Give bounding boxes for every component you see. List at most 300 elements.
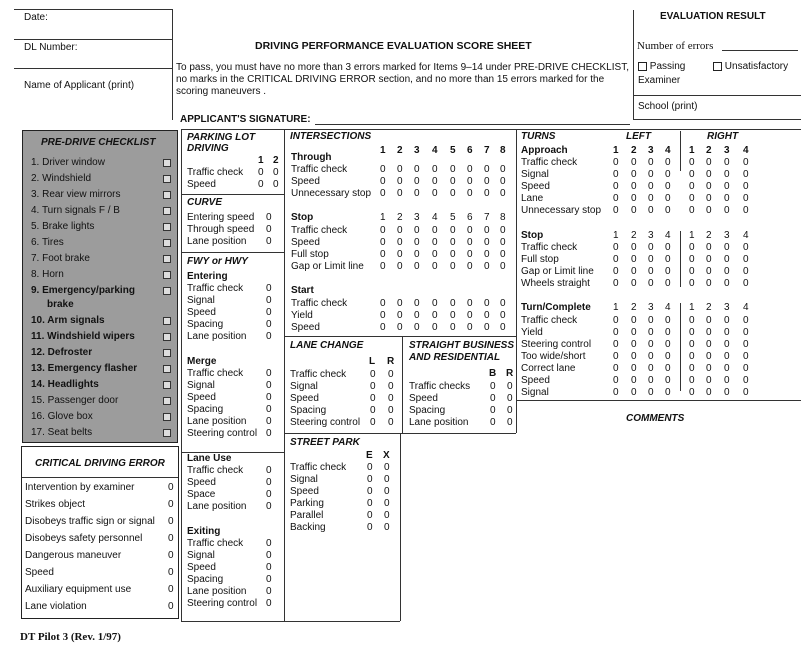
through-score[interactable]: 0: [380, 176, 386, 187]
turn-complete-score[interactable]: 0: [648, 375, 654, 386]
checklist-item[interactable]: 5. Brake lights: [31, 221, 94, 232]
straight-score[interactable]: 0: [507, 393, 513, 404]
street-park-score[interactable]: 0: [367, 498, 373, 509]
checklist-checkbox[interactable]: [163, 175, 171, 183]
int-stop-score[interactable]: 0: [414, 225, 420, 236]
checklist-checkbox[interactable]: [163, 223, 171, 231]
int-stop-score[interactable]: 0: [500, 249, 506, 260]
turn-stop-score[interactable]: 0: [648, 242, 654, 253]
approach-score[interactable]: 0: [613, 157, 619, 168]
approach-score[interactable]: 0: [743, 169, 749, 180]
checklist-item[interactable]: 7. Foot brake: [31, 253, 90, 264]
approach-score[interactable]: 0: [706, 169, 712, 180]
turn-complete-score[interactable]: 0: [706, 387, 712, 398]
lane-change-score[interactable]: 0: [388, 381, 394, 392]
start-score[interactable]: 0: [380, 310, 386, 321]
street-park-score[interactable]: 0: [384, 486, 390, 497]
turn-stop-score[interactable]: 0: [665, 242, 671, 253]
start-score[interactable]: 0: [397, 298, 403, 309]
turn-complete-score[interactable]: 0: [631, 327, 637, 338]
start-score[interactable]: 0: [484, 298, 490, 309]
lane-change-score[interactable]: 0: [388, 393, 394, 404]
fwy-exiting-score[interactable]: 0: [266, 538, 272, 549]
turn-stop-score[interactable]: 0: [724, 254, 730, 265]
through-score[interactable]: 0: [484, 176, 490, 187]
turn-complete-score[interactable]: 0: [665, 363, 671, 374]
checklist-item[interactable]: 14. Headlights: [31, 379, 99, 390]
checklist-checkbox[interactable]: [163, 365, 171, 373]
through-score[interactable]: 0: [450, 176, 456, 187]
lane-change-score[interactable]: 0: [370, 417, 376, 428]
int-stop-score[interactable]: 0: [432, 249, 438, 260]
street-park-score[interactable]: 0: [384, 498, 390, 509]
start-score[interactable]: 0: [467, 298, 473, 309]
parking-score[interactable]: 0: [258, 179, 264, 190]
fwy-exiting-score[interactable]: 0: [266, 598, 272, 609]
checklist-checkbox[interactable]: [163, 317, 171, 325]
fwy-exiting-score[interactable]: 0: [266, 586, 272, 597]
approach-score[interactable]: 0: [724, 169, 730, 180]
turn-stop-score[interactable]: 0: [743, 266, 749, 277]
turn-complete-score[interactable]: 0: [724, 315, 730, 326]
turn-complete-score[interactable]: 0: [689, 351, 695, 362]
parking-score[interactable]: 0: [258, 167, 264, 178]
start-score[interactable]: 0: [414, 298, 420, 309]
turn-complete-score[interactable]: 0: [613, 375, 619, 386]
checklist-item[interactable]: 2. Windshield: [31, 173, 91, 184]
through-score[interactable]: 0: [432, 176, 438, 187]
straight-score[interactable]: 0: [507, 405, 513, 416]
fwy-exiting-score[interactable]: 0: [266, 574, 272, 585]
turn-stop-score[interactable]: 0: [613, 254, 619, 265]
through-score[interactable]: 0: [467, 188, 473, 199]
approach-score[interactable]: 0: [648, 205, 654, 216]
turn-complete-score[interactable]: 0: [724, 339, 730, 350]
int-stop-score[interactable]: 0: [432, 261, 438, 272]
turn-complete-score[interactable]: 0: [689, 387, 695, 398]
checklist-item[interactable]: 4. Turn signals F / B: [31, 205, 120, 216]
street-park-score[interactable]: 0: [384, 522, 390, 533]
critical-value[interactable]: 0: [168, 533, 174, 544]
fwy-lane-use-score[interactable]: 0: [266, 477, 272, 488]
approach-score[interactable]: 0: [689, 205, 695, 216]
turn-stop-score[interactable]: 0: [689, 266, 695, 277]
through-score[interactable]: 0: [450, 188, 456, 199]
checklist-checkbox[interactable]: [163, 333, 171, 341]
checklist-checkbox[interactable]: [163, 381, 171, 389]
fwy-merge-score[interactable]: 0: [266, 428, 272, 439]
start-score[interactable]: 0: [397, 322, 403, 333]
approach-score[interactable]: 0: [648, 181, 654, 192]
turn-stop-score[interactable]: 0: [631, 242, 637, 253]
int-stop-score[interactable]: 0: [432, 225, 438, 236]
fwy-merge-score[interactable]: 0: [266, 368, 272, 379]
int-stop-score[interactable]: 0: [450, 249, 456, 260]
checklist-item[interactable]: 17. Seat belts: [31, 427, 92, 438]
straight-score[interactable]: 0: [490, 381, 496, 392]
approach-score[interactable]: 0: [665, 205, 671, 216]
start-score[interactable]: 0: [414, 322, 420, 333]
checklist-item[interactable]: 10. Arm signals: [31, 315, 105, 326]
turn-complete-score[interactable]: 0: [631, 387, 637, 398]
start-score[interactable]: 0: [484, 310, 490, 321]
turn-complete-score[interactable]: 0: [743, 363, 749, 374]
approach-score[interactable]: 0: [706, 157, 712, 168]
turn-stop-score[interactable]: 0: [648, 254, 654, 265]
turn-complete-score[interactable]: 0: [724, 327, 730, 338]
approach-score[interactable]: 0: [631, 181, 637, 192]
checklist-checkbox[interactable]: [163, 239, 171, 247]
fwy-lane-use-score[interactable]: 0: [266, 489, 272, 500]
through-score[interactable]: 0: [397, 176, 403, 187]
approach-score[interactable]: 0: [631, 205, 637, 216]
checklist-item[interactable]: 1. Driver window: [31, 157, 105, 168]
approach-score[interactable]: 0: [613, 205, 619, 216]
start-score[interactable]: 0: [484, 322, 490, 333]
approach-score[interactable]: 0: [648, 169, 654, 180]
int-stop-score[interactable]: 0: [414, 237, 420, 248]
checklist-item[interactable]: 11. Windshield wipers: [31, 331, 135, 342]
turn-stop-score[interactable]: 0: [631, 278, 637, 289]
lane-change-score[interactable]: 0: [370, 393, 376, 404]
int-stop-score[interactable]: 0: [450, 225, 456, 236]
fwy-exiting-score[interactable]: 0: [266, 550, 272, 561]
int-stop-score[interactable]: 0: [484, 261, 490, 272]
through-score[interactable]: 0: [500, 164, 506, 175]
turn-stop-score[interactable]: 0: [724, 242, 730, 253]
turn-complete-score[interactable]: 0: [613, 351, 619, 362]
passing-checkbox[interactable]: [638, 62, 647, 71]
start-score[interactable]: 0: [450, 298, 456, 309]
through-score[interactable]: 0: [397, 164, 403, 175]
int-stop-score[interactable]: 0: [484, 225, 490, 236]
checklist-item[interactable]: 3. Rear view mirrors: [31, 189, 120, 200]
street-park-score[interactable]: 0: [384, 510, 390, 521]
critical-value[interactable]: 0: [168, 601, 174, 612]
turn-stop-score[interactable]: 0: [706, 278, 712, 289]
turn-stop-score[interactable]: 0: [648, 278, 654, 289]
approach-score[interactable]: 0: [665, 169, 671, 180]
parking-score[interactable]: 0: [273, 167, 279, 178]
approach-score[interactable]: 0: [613, 193, 619, 204]
int-stop-score[interactable]: 0: [467, 237, 473, 248]
turn-stop-score[interactable]: 0: [613, 266, 619, 277]
int-stop-score[interactable]: 0: [397, 261, 403, 272]
through-score[interactable]: 0: [450, 164, 456, 175]
turn-stop-score[interactable]: 0: [665, 254, 671, 265]
fwy-entering-score[interactable]: 0: [266, 307, 272, 318]
turn-complete-score[interactable]: 0: [689, 327, 695, 338]
approach-score[interactable]: 0: [648, 193, 654, 204]
fwy-merge-score[interactable]: 0: [266, 404, 272, 415]
turn-complete-score[interactable]: 0: [613, 387, 619, 398]
int-stop-score[interactable]: 0: [484, 237, 490, 248]
turn-complete-score[interactable]: 0: [689, 339, 695, 350]
turn-stop-score[interactable]: 0: [706, 254, 712, 265]
approach-score[interactable]: 0: [613, 169, 619, 180]
turn-stop-score[interactable]: 0: [613, 242, 619, 253]
approach-score[interactable]: 0: [724, 193, 730, 204]
straight-score[interactable]: 0: [507, 381, 513, 392]
street-park-score[interactable]: 0: [367, 462, 373, 473]
approach-score[interactable]: 0: [648, 157, 654, 168]
curve-score[interactable]: 0: [266, 212, 272, 223]
through-score[interactable]: 0: [484, 164, 490, 175]
through-score[interactable]: 0: [500, 176, 506, 187]
int-stop-score[interactable]: 0: [500, 261, 506, 272]
approach-score[interactable]: 0: [706, 181, 712, 192]
turn-stop-score[interactable]: 0: [613, 278, 619, 289]
through-score[interactable]: 0: [467, 176, 473, 187]
approach-score[interactable]: 0: [631, 157, 637, 168]
critical-value[interactable]: 0: [168, 567, 174, 578]
approach-score[interactable]: 0: [743, 193, 749, 204]
turn-stop-score[interactable]: 0: [743, 254, 749, 265]
fwy-merge-score[interactable]: 0: [266, 416, 272, 427]
checklist-checkbox[interactable]: [163, 397, 171, 405]
checklist-checkbox[interactable]: [163, 255, 171, 263]
checklist-item[interactable]: 6. Tires: [31, 237, 64, 248]
int-stop-score[interactable]: 0: [500, 225, 506, 236]
int-stop-score[interactable]: 0: [414, 261, 420, 272]
start-score[interactable]: 0: [500, 310, 506, 321]
turn-complete-score[interactable]: 0: [706, 375, 712, 386]
checklist-item[interactable]: 12. Defroster: [31, 347, 92, 358]
int-stop-score[interactable]: 0: [500, 237, 506, 248]
checklist-item[interactable]: 8. Horn: [31, 269, 64, 280]
turn-stop-score[interactable]: 0: [689, 278, 695, 289]
turn-complete-score[interactable]: 0: [724, 363, 730, 374]
turn-stop-score[interactable]: 0: [724, 266, 730, 277]
start-score[interactable]: 0: [432, 298, 438, 309]
turn-complete-score[interactable]: 0: [724, 387, 730, 398]
int-stop-score[interactable]: 0: [467, 249, 473, 260]
turn-complete-score[interactable]: 0: [743, 327, 749, 338]
turn-complete-score[interactable]: 0: [613, 315, 619, 326]
turn-stop-score[interactable]: 0: [665, 278, 671, 289]
turn-complete-score[interactable]: 0: [724, 351, 730, 362]
turn-complete-score[interactable]: 0: [613, 327, 619, 338]
approach-score[interactable]: 0: [689, 169, 695, 180]
turn-complete-score[interactable]: 0: [648, 351, 654, 362]
start-score[interactable]: 0: [450, 310, 456, 321]
turn-complete-score[interactable]: 0: [743, 387, 749, 398]
turn-complete-score[interactable]: 0: [743, 351, 749, 362]
critical-value[interactable]: 0: [168, 550, 174, 561]
start-score[interactable]: 0: [500, 298, 506, 309]
approach-score[interactable]: 0: [689, 193, 695, 204]
through-score[interactable]: 0: [500, 188, 506, 199]
turn-complete-score[interactable]: 0: [665, 327, 671, 338]
turn-stop-score[interactable]: 0: [689, 254, 695, 265]
fwy-entering-score[interactable]: 0: [266, 283, 272, 294]
checklist-item[interactable]: 9. Emergency/parking: [31, 285, 135, 296]
approach-score[interactable]: 0: [724, 157, 730, 168]
turn-complete-score[interactable]: 0: [689, 315, 695, 326]
turn-stop-score[interactable]: 0: [631, 254, 637, 265]
turn-stop-score[interactable]: 0: [631, 266, 637, 277]
turn-complete-score[interactable]: 0: [665, 339, 671, 350]
int-stop-score[interactable]: 0: [380, 249, 386, 260]
through-score[interactable]: 0: [432, 164, 438, 175]
turn-complete-score[interactable]: 0: [648, 363, 654, 374]
approach-score[interactable]: 0: [689, 181, 695, 192]
turn-complete-score[interactable]: 0: [743, 375, 749, 386]
approach-score[interactable]: 0: [631, 193, 637, 204]
fwy-merge-score[interactable]: 0: [266, 392, 272, 403]
turn-stop-score[interactable]: 0: [724, 278, 730, 289]
approach-score[interactable]: 0: [724, 205, 730, 216]
turn-stop-score[interactable]: 0: [743, 242, 749, 253]
int-stop-score[interactable]: 0: [380, 261, 386, 272]
turn-complete-score[interactable]: 0: [631, 363, 637, 374]
turn-complete-score[interactable]: 0: [665, 351, 671, 362]
through-score[interactable]: 0: [380, 164, 386, 175]
start-score[interactable]: 0: [432, 310, 438, 321]
start-score[interactable]: 0: [380, 322, 386, 333]
start-score[interactable]: 0: [432, 322, 438, 333]
through-score[interactable]: 0: [432, 188, 438, 199]
turn-complete-score[interactable]: 0: [706, 327, 712, 338]
straight-score[interactable]: 0: [490, 417, 496, 428]
street-park-score[interactable]: 0: [384, 474, 390, 485]
fwy-exiting-score[interactable]: 0: [266, 562, 272, 573]
straight-score[interactable]: 0: [490, 405, 496, 416]
checklist-checkbox[interactable]: [163, 207, 171, 215]
int-stop-score[interactable]: 0: [414, 249, 420, 260]
critical-value[interactable]: 0: [168, 482, 174, 493]
checklist-checkbox[interactable]: [163, 271, 171, 279]
start-score[interactable]: 0: [450, 322, 456, 333]
turn-complete-score[interactable]: 0: [689, 363, 695, 374]
critical-value[interactable]: 0: [168, 499, 174, 510]
turn-stop-score[interactable]: 0: [706, 242, 712, 253]
approach-score[interactable]: 0: [743, 181, 749, 192]
turn-complete-score[interactable]: 0: [613, 339, 619, 350]
turn-complete-score[interactable]: 0: [631, 375, 637, 386]
int-stop-score[interactable]: 0: [397, 225, 403, 236]
turn-complete-score[interactable]: 0: [706, 363, 712, 374]
lane-change-score[interactable]: 0: [370, 369, 376, 380]
checklist-checkbox[interactable]: [163, 413, 171, 421]
turn-stop-score[interactable]: 0: [665, 266, 671, 277]
int-stop-score[interactable]: 0: [397, 249, 403, 260]
lane-change-score[interactable]: 0: [388, 405, 394, 416]
turn-complete-score[interactable]: 0: [706, 339, 712, 350]
lane-change-score[interactable]: 0: [388, 417, 394, 428]
approach-score[interactable]: 0: [631, 169, 637, 180]
parking-score[interactable]: 0: [273, 179, 279, 190]
critical-value[interactable]: 0: [168, 584, 174, 595]
int-stop-score[interactable]: 0: [484, 249, 490, 260]
approach-score[interactable]: 0: [743, 205, 749, 216]
int-stop-score[interactable]: 0: [380, 237, 386, 248]
int-stop-score[interactable]: 0: [397, 237, 403, 248]
checklist-item[interactable]: 16. Glove box: [31, 411, 93, 422]
checklist-item[interactable]: 13. Emergency flasher: [31, 363, 137, 374]
fwy-merge-score[interactable]: 0: [266, 380, 272, 391]
street-park-score[interactable]: 0: [384, 462, 390, 473]
turn-complete-score[interactable]: 0: [706, 315, 712, 326]
passing-option[interactable]: Passing: [638, 61, 685, 72]
curve-score[interactable]: 0: [266, 224, 272, 235]
unsatisfactory-checkbox[interactable]: [713, 62, 722, 71]
approach-score[interactable]: 0: [724, 181, 730, 192]
lane-change-score[interactable]: 0: [370, 381, 376, 392]
int-stop-score[interactable]: 0: [432, 237, 438, 248]
start-score[interactable]: 0: [467, 322, 473, 333]
turn-complete-score[interactable]: 0: [665, 375, 671, 386]
turn-complete-score[interactable]: 0: [743, 315, 749, 326]
start-score[interactable]: 0: [397, 310, 403, 321]
start-score[interactable]: 0: [500, 322, 506, 333]
turn-complete-score[interactable]: 0: [706, 351, 712, 362]
checklist-checkbox[interactable]: [163, 349, 171, 357]
start-score[interactable]: 0: [414, 310, 420, 321]
street-park-score[interactable]: 0: [367, 474, 373, 485]
int-stop-score[interactable]: 0: [467, 225, 473, 236]
turn-complete-score[interactable]: 0: [648, 339, 654, 350]
checklist-checkbox[interactable]: [163, 287, 171, 295]
turn-stop-score[interactable]: 0: [706, 266, 712, 277]
start-score[interactable]: 0: [380, 298, 386, 309]
approach-score[interactable]: 0: [706, 193, 712, 204]
fwy-lane-use-score[interactable]: 0: [266, 501, 272, 512]
turn-complete-score[interactable]: 0: [665, 315, 671, 326]
turn-complete-score[interactable]: 0: [631, 351, 637, 362]
turn-complete-score[interactable]: 0: [724, 375, 730, 386]
int-stop-score[interactable]: 0: [467, 261, 473, 272]
through-score[interactable]: 0: [414, 176, 420, 187]
approach-score[interactable]: 0: [743, 157, 749, 168]
through-score[interactable]: 0: [380, 188, 386, 199]
approach-score[interactable]: 0: [706, 205, 712, 216]
turn-stop-score[interactable]: 0: [743, 278, 749, 289]
turn-complete-score[interactable]: 0: [631, 315, 637, 326]
curve-score[interactable]: 0: [266, 236, 272, 247]
approach-score[interactable]: 0: [665, 181, 671, 192]
straight-score[interactable]: 0: [507, 417, 513, 428]
street-park-score[interactable]: 0: [367, 522, 373, 533]
turn-stop-score[interactable]: 0: [648, 266, 654, 277]
turn-complete-score[interactable]: 0: [631, 339, 637, 350]
checklist-checkbox[interactable]: [163, 429, 171, 437]
turn-complete-score[interactable]: 0: [648, 327, 654, 338]
critical-value[interactable]: 0: [168, 516, 174, 527]
through-score[interactable]: 0: [414, 188, 420, 199]
turn-complete-score[interactable]: 0: [665, 387, 671, 398]
turn-complete-score[interactable]: 0: [743, 339, 749, 350]
start-score[interactable]: 0: [467, 310, 473, 321]
through-score[interactable]: 0: [414, 164, 420, 175]
through-score[interactable]: 0: [484, 188, 490, 199]
int-stop-score[interactable]: 0: [380, 225, 386, 236]
unsatisfactory-option[interactable]: Unsatisfactory: [713, 61, 788, 72]
street-park-score[interactable]: 0: [367, 510, 373, 521]
lane-change-score[interactable]: 0: [388, 369, 394, 380]
through-score[interactable]: 0: [467, 164, 473, 175]
int-stop-score[interactable]: 0: [450, 237, 456, 248]
fwy-lane-use-score[interactable]: 0: [266, 465, 272, 476]
turn-complete-score[interactable]: 0: [613, 363, 619, 374]
int-stop-score[interactable]: 0: [450, 261, 456, 272]
checklist-item[interactable]: 15. Passenger door: [31, 395, 118, 406]
fwy-entering-score[interactable]: 0: [266, 331, 272, 342]
turn-stop-score[interactable]: 0: [689, 242, 695, 253]
street-park-score[interactable]: 0: [367, 486, 373, 497]
lane-change-score[interactable]: 0: [370, 405, 376, 416]
turn-complete-score[interactable]: 0: [648, 387, 654, 398]
